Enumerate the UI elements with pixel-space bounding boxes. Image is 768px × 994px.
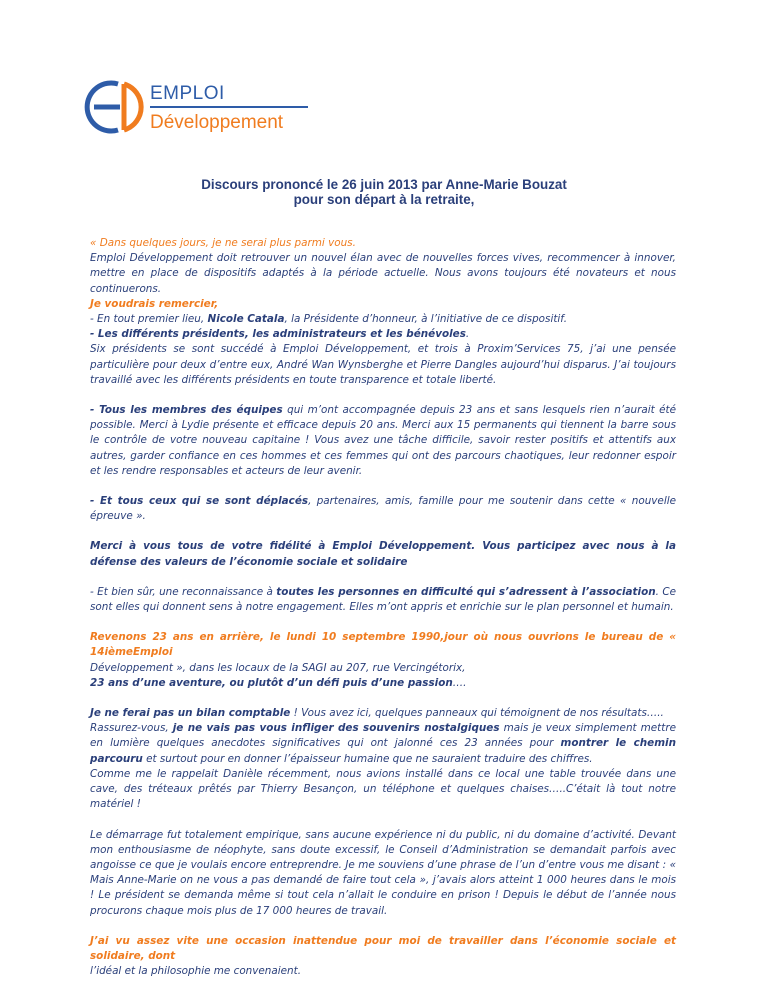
thanks-2-end: . xyxy=(465,328,470,341)
logo xyxy=(80,72,320,142)
results-heading: Je ne ferai pas un bilan comptable xyxy=(90,707,291,720)
paragraph-recognition xyxy=(90,585,676,615)
teams-heading: - Tous les membres des équipes xyxy=(90,404,283,417)
intro-text: Emploi Développement doit retrouver un nouvel élan avec de nouvelles forces vives, recommencer à innover, mettre en place de dispositifs adaptés à la période actuelle. Nous avons toujours été novateurs et nous continuerons. xyxy=(90,252,676,295)
recognition-prefix: - Et bien sûr, une reconnaissance à xyxy=(90,585,277,598)
paragraph-beginning: Le démarrage fut totalement empirique, sans aucune expérience ni du public, ni du domaine d’activité. Devant mon enthousiasme de néophyte, sans doute excessif, le Conseil d’Administration se demandait parfois avec angoisse ce que je voulais encore entreprendre. Je me souviens d’une phrase de l’un d’entre vous me disant : « Mais Anne-Marie on ne vous a pas demandé de faire tout cela », j’avais alors atteint 1 000 heures dans le mois ! Le président se demanda même si tout cela n’allait le conduire en prison ! Depuis le début de l’année nous procurons chaque mois plus de 17 000 heures de travail. xyxy=(90,828,676,917)
reassure-end: et surtout pour en donner l’épaisseur humaine que ne sauraient traduire des chiffres. xyxy=(142,752,593,765)
reassure-text: mais je veux simplement mettre en lumière quelques anecdotes significatives qui ont jalonné ces 23 années pour xyxy=(90,722,676,750)
guests-heading: - Et tous ceux qui se sont déplacés xyxy=(90,495,309,508)
guests-text: , partenaires, amis, famille pour me soutenir dans cette « nouvelle épreuve ». xyxy=(90,495,676,523)
thanks-1-text: , la Présidente d’honneur, à l’initiative de ce dispositif. xyxy=(284,313,568,326)
opening-line: « Dans quelques jours, je ne serai plus parmi vous. xyxy=(90,237,356,249)
history-adventure: 23 ans d’une aventure, ou plutôt d’un défi puis d’une passion xyxy=(90,676,453,689)
conclusion-text: l’idéal et la philosophie me convenaient. xyxy=(90,965,302,978)
teams-text: qui m’ont accompagnée depuis 23 ans et sans lesquels rien n’aurait été possible. Merci à Lydie présente et efficace depuis 20 ans. Merci aux 15 permanents qui tiennent la barre sous le contrôle de votre nouveau capitaine ! Vous avez une tâche difficile, savoir rester positifs et attentifs aux autres, garder confiance en ces hommes et ces femmes qui ont des parcours chaotiques, leur redonner espoir et les rendre responsables et acteurs de leur avenir. xyxy=(90,404,676,477)
document-title: Discours prononcé le 26 juin 2013 par Anne-Marie Bouzat xyxy=(201,177,567,192)
history-text: Développement », dans les locaux de la SAGI au 207, rue Vercingétorix, xyxy=(90,661,466,674)
document-subtitle: pour son départ à la retraite, xyxy=(293,192,475,207)
equipment-text: Comme me le rappelait Danièle récemment, nous avions installé dans ce local une table trouvée dans une cave, des tréteaux prêtés par Thierry Besançon, un téléphone et quelques chaises…..C’était là tout notre matériel ! xyxy=(90,767,676,811)
reassure-highlight: je ne vais pas vous infliger des souvenirs nostalgiques xyxy=(172,722,500,735)
logo-text-developpement: Développement xyxy=(150,112,284,133)
paragraph-history xyxy=(90,630,676,691)
ed-monogram-icon xyxy=(80,72,155,142)
history-ellipsis: …. xyxy=(452,676,467,689)
logo-divider xyxy=(150,106,308,108)
paragraph-intro xyxy=(90,236,676,388)
paragraph-conclusion xyxy=(90,934,676,980)
history-heading: Revenons 23 ans en arrière, le lundi 10 septembre 1990,jour où nous ouvrions le bureau de « 14ièmeEmploi xyxy=(90,631,676,659)
paragraph-loyalty: Merci à vous tous de votre fidélité à Emploi Développement. Vous participez avec nous à la défense des valeurs de l’économie sociale et solidaire xyxy=(90,540,676,568)
path-highlight: montrer le chemin parcouru xyxy=(90,737,676,765)
reassure-prefix: Rassurez-vous, xyxy=(90,722,173,735)
logo-text-emploi: EMPLOI xyxy=(150,83,225,104)
thanks-1-name: Nicole Catala xyxy=(207,313,285,326)
presidents-text: Six présidents se sont succédé à Emploi Développement, et trois à Proxim’Services 75, j’ai une pensée particulière pour deux d’entre eux, André Wan Wynsberghe et Pierre Dangles aujourd’hui disparus. J’ai toujours travaillé avec les différents présidents en toute transparence et totale liberté. xyxy=(90,343,676,386)
results-text: ! Vous avez ici, quelques panneaux qui témoignent de nos résultats….. xyxy=(290,707,664,720)
paragraph-guests xyxy=(90,494,676,524)
thanks-1-prefix: - En tout premier lieu, xyxy=(90,313,208,326)
thanks-heading: Je voudrais remercier, xyxy=(90,297,219,310)
thanks-2-heading: - Les différents présidents, les administrateurs et les bénévoles xyxy=(90,328,466,341)
conclusion-heading: J’ai vu assez vite une occasion inattendue pour moi de travailler dans l’économie sociale et solidaire, dont xyxy=(90,934,676,962)
speech-body xyxy=(90,236,676,979)
paragraph-teams xyxy=(90,403,676,479)
paragraph-results xyxy=(90,706,676,812)
recognition-highlight: toutes les personnes en difficulté qui s’adressent à l’association xyxy=(276,585,656,598)
recognition-text: . Ce sont elles qui donnent sens à notre engagement. Elles m’ont appris et enrichie sur le plan personnel et humain. xyxy=(90,585,676,614)
